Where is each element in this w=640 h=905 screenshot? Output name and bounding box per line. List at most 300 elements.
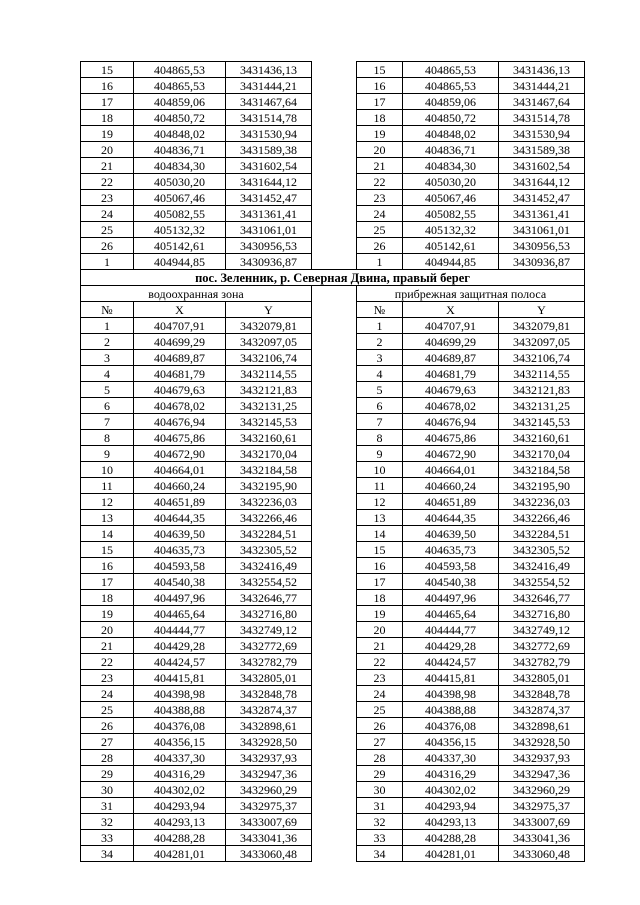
section-title: пос. Зеленник, р. Северная Двина, правый берег xyxy=(81,270,585,286)
right-coord-y: 3432782,79 xyxy=(499,654,585,670)
gap-cell xyxy=(312,414,357,430)
gap-cell xyxy=(312,110,357,126)
right-point-no: 22 xyxy=(357,654,403,670)
gap-cell xyxy=(312,286,357,302)
right-point-no: 1 xyxy=(357,254,403,270)
left-coord-y: 3432848,78 xyxy=(226,686,312,702)
left-point-no: 21 xyxy=(81,158,134,174)
left-coord-x: 404593,58 xyxy=(134,558,226,574)
right-coord-x: 404337,30 xyxy=(403,750,499,766)
right-coord-x: 404293,13 xyxy=(403,814,499,830)
right-coord-x: 404635,73 xyxy=(403,542,499,558)
table-row xyxy=(81,494,585,510)
left-coord-y: 3431530,94 xyxy=(226,126,312,142)
right-col-no: № xyxy=(357,302,403,318)
table-row xyxy=(81,334,585,350)
left-coord-x: 404644,35 xyxy=(134,510,226,526)
gap-cell xyxy=(312,206,357,222)
right-coord-y: 3432805,01 xyxy=(499,670,585,686)
left-coord-x: 404660,24 xyxy=(134,478,226,494)
left-coord-y: 3433007,69 xyxy=(226,814,312,830)
table-row xyxy=(81,142,585,158)
gap-cell xyxy=(312,702,357,718)
gap-cell xyxy=(312,734,357,750)
right-coord-x: 404398,98 xyxy=(403,686,499,702)
right-coord-x: 404676,94 xyxy=(403,414,499,430)
table-row xyxy=(81,750,585,766)
right-coord-x: 404644,35 xyxy=(403,510,499,526)
left-coord-y: 3432874,37 xyxy=(226,702,312,718)
left-coord-x: 404293,13 xyxy=(134,814,226,830)
zone-row xyxy=(81,286,585,302)
left-point-no: 30 xyxy=(81,782,134,798)
gap-cell xyxy=(312,62,357,78)
gap-cell xyxy=(312,398,357,414)
right-coord-y: 3430956,53 xyxy=(499,238,585,254)
table-row xyxy=(81,670,585,686)
left-point-no: 23 xyxy=(81,670,134,686)
left-coord-x: 404465,64 xyxy=(134,606,226,622)
right-coord-x: 404675,86 xyxy=(403,430,499,446)
right-coord-x: 404316,29 xyxy=(403,766,499,782)
right-point-no: 17 xyxy=(357,94,403,110)
gap-cell xyxy=(312,750,357,766)
right-coord-y: 3432716,80 xyxy=(499,606,585,622)
right-point-no: 26 xyxy=(357,718,403,734)
table-row xyxy=(81,478,585,494)
right-coord-y: 3432184,58 xyxy=(499,462,585,478)
gap-cell xyxy=(312,638,357,654)
table-row xyxy=(81,766,585,782)
left-point-no: 34 xyxy=(81,846,134,862)
right-coord-y: 3432416,49 xyxy=(499,558,585,574)
left-coord-y: 3432947,36 xyxy=(226,766,312,782)
gap-cell xyxy=(312,558,357,574)
right-point-no: 8 xyxy=(357,430,403,446)
table-row xyxy=(81,62,585,78)
left-coord-y: 3432937,93 xyxy=(226,750,312,766)
right-coord-y: 3432772,69 xyxy=(499,638,585,654)
right-point-no: 12 xyxy=(357,494,403,510)
right-point-no: 20 xyxy=(357,622,403,638)
right-point-no: 10 xyxy=(357,462,403,478)
left-point-no: 17 xyxy=(81,574,134,590)
right-coord-y: 3430936,87 xyxy=(499,254,585,270)
gap-cell xyxy=(312,142,357,158)
right-coord-y: 3431602,54 xyxy=(499,158,585,174)
left-coord-x: 404376,08 xyxy=(134,718,226,734)
left-coord-x: 404679,63 xyxy=(134,382,226,398)
left-coord-x: 404672,90 xyxy=(134,446,226,462)
right-coord-x: 404356,15 xyxy=(403,734,499,750)
table-row xyxy=(81,446,585,462)
right-point-no: 3 xyxy=(357,350,403,366)
gap-cell xyxy=(312,830,357,846)
right-coord-y: 3432114,55 xyxy=(499,366,585,382)
table-row xyxy=(81,174,585,190)
gap-cell xyxy=(312,542,357,558)
gap-cell xyxy=(312,190,357,206)
right-coord-y: 3431514,78 xyxy=(499,110,585,126)
left-point-no: 15 xyxy=(81,62,134,78)
right-coord-x: 404672,90 xyxy=(403,446,499,462)
right-coord-x: 404681,79 xyxy=(403,366,499,382)
left-coord-y: 3432195,90 xyxy=(226,478,312,494)
right-coord-y: 3432160,61 xyxy=(499,430,585,446)
right-coord-x: 404848,02 xyxy=(403,126,499,142)
right-coord-y: 3432305,52 xyxy=(499,542,585,558)
left-coord-x: 404281,01 xyxy=(134,846,226,862)
right-coord-y: 3431644,12 xyxy=(499,174,585,190)
left-coord-x: 405132,32 xyxy=(134,222,226,238)
right-coord-y: 3432848,78 xyxy=(499,686,585,702)
left-coord-x: 404415,81 xyxy=(134,670,226,686)
right-point-no: 21 xyxy=(357,158,403,174)
gap-cell xyxy=(312,766,357,782)
table-row xyxy=(81,462,585,478)
left-coord-y: 3431602,54 xyxy=(226,158,312,174)
gap-cell xyxy=(312,318,357,334)
left-coord-x: 405142,61 xyxy=(134,238,226,254)
left-coord-y: 3432170,04 xyxy=(226,446,312,462)
right-coord-x: 404707,91 xyxy=(403,318,499,334)
left-point-no: 25 xyxy=(81,702,134,718)
table-row xyxy=(81,94,585,110)
right-coord-x: 404376,08 xyxy=(403,718,499,734)
gap-cell xyxy=(312,574,357,590)
right-point-no: 19 xyxy=(357,126,403,142)
gap-cell xyxy=(312,78,357,94)
left-coord-x: 404836,71 xyxy=(134,142,226,158)
right-point-no: 22 xyxy=(357,174,403,190)
left-point-no: 27 xyxy=(81,734,134,750)
right-coord-x: 404424,57 xyxy=(403,654,499,670)
table-row xyxy=(81,366,585,382)
gap-cell xyxy=(312,158,357,174)
left-coord-x: 404337,30 xyxy=(134,750,226,766)
right-coord-x: 404444,77 xyxy=(403,622,499,638)
table-row xyxy=(81,702,585,718)
left-point-no: 14 xyxy=(81,526,134,542)
left-point-no: 6 xyxy=(81,398,134,414)
right-coord-y: 3432195,90 xyxy=(499,478,585,494)
right-point-no: 25 xyxy=(357,222,403,238)
right-point-no: 2 xyxy=(357,334,403,350)
right-point-no: 24 xyxy=(357,686,403,702)
table-row xyxy=(81,238,585,254)
left-point-no: 28 xyxy=(81,750,134,766)
gap-cell xyxy=(312,334,357,350)
left-point-no: 18 xyxy=(81,590,134,606)
left-coord-x: 404302,02 xyxy=(134,782,226,798)
left-coord-x: 404398,98 xyxy=(134,686,226,702)
left-coord-x: 404293,94 xyxy=(134,798,226,814)
right-coord-y: 3432749,12 xyxy=(499,622,585,638)
gap-cell xyxy=(312,478,357,494)
left-point-no: 21 xyxy=(81,638,134,654)
table-row xyxy=(81,190,585,206)
right-coord-x: 404865,53 xyxy=(403,78,499,94)
right-coord-x: 404944,85 xyxy=(403,254,499,270)
right-point-no: 23 xyxy=(357,670,403,686)
right-coord-y: 3432937,93 xyxy=(499,750,585,766)
right-point-no: 18 xyxy=(357,110,403,126)
table-row xyxy=(81,318,585,334)
left-coord-y: 3432145,53 xyxy=(226,414,312,430)
lower-rows xyxy=(81,318,585,862)
right-coord-x: 404302,02 xyxy=(403,782,499,798)
left-coord-y: 3432121,83 xyxy=(226,382,312,398)
right-coord-y: 3433060,48 xyxy=(499,846,585,862)
left-coord-x: 404865,53 xyxy=(134,78,226,94)
gap-cell xyxy=(312,670,357,686)
left-point-no: 18 xyxy=(81,110,134,126)
table-row xyxy=(81,398,585,414)
right-coord-x: 404865,53 xyxy=(403,62,499,78)
left-coord-x: 404316,29 xyxy=(134,766,226,782)
right-point-no: 4 xyxy=(357,366,403,382)
right-coord-y: 3431061,01 xyxy=(499,222,585,238)
right-point-no: 1 xyxy=(357,318,403,334)
gap-cell xyxy=(312,686,357,702)
right-coord-y: 3431589,38 xyxy=(499,142,585,158)
right-coord-y: 3432646,77 xyxy=(499,590,585,606)
left-coord-x: 404540,38 xyxy=(134,574,226,590)
left-coord-x: 405082,55 xyxy=(134,206,226,222)
left-coord-y: 3432772,69 xyxy=(226,638,312,654)
table-row xyxy=(81,830,585,846)
right-point-no: 30 xyxy=(357,782,403,798)
left-coord-y: 3433060,48 xyxy=(226,846,312,862)
left-coord-y: 3431061,01 xyxy=(226,222,312,238)
left-point-no: 8 xyxy=(81,430,134,446)
left-coord-y: 3430956,53 xyxy=(226,238,312,254)
right-point-no: 16 xyxy=(357,78,403,94)
right-coord-y: 3432106,74 xyxy=(499,350,585,366)
gap-cell xyxy=(312,814,357,830)
left-coord-y: 3433041,36 xyxy=(226,830,312,846)
right-point-no: 24 xyxy=(357,206,403,222)
left-coord-y: 3432554,52 xyxy=(226,574,312,590)
table-row xyxy=(81,718,585,734)
right-coord-y: 3432266,46 xyxy=(499,510,585,526)
left-coord-x: 404865,53 xyxy=(134,62,226,78)
left-point-no: 5 xyxy=(81,382,134,398)
left-coord-y: 3432284,51 xyxy=(226,526,312,542)
right-coord-x: 404415,81 xyxy=(403,670,499,686)
left-point-no: 32 xyxy=(81,814,134,830)
table-row xyxy=(81,590,585,606)
right-col-y: Y xyxy=(499,302,585,318)
table-row xyxy=(81,542,585,558)
left-coord-y: 3431361,41 xyxy=(226,206,312,222)
left-point-no: 19 xyxy=(81,126,134,142)
left-point-no: 33 xyxy=(81,830,134,846)
left-coord-x: 404681,79 xyxy=(134,366,226,382)
right-point-no: 20 xyxy=(357,142,403,158)
right-coord-y: 3431530,94 xyxy=(499,126,585,142)
gap-cell xyxy=(312,350,357,366)
left-point-no: 25 xyxy=(81,222,134,238)
left-point-no: 13 xyxy=(81,510,134,526)
right-point-no: 11 xyxy=(357,478,403,494)
left-point-no: 26 xyxy=(81,718,134,734)
left-point-no: 29 xyxy=(81,766,134,782)
left-coord-y: 3432106,74 xyxy=(226,350,312,366)
left-coord-y: 3432131,25 xyxy=(226,398,312,414)
right-coord-y: 3432145,53 xyxy=(499,414,585,430)
left-coord-x: 404689,87 xyxy=(134,350,226,366)
left-coord-x: 404639,50 xyxy=(134,526,226,542)
table-row xyxy=(81,414,585,430)
left-coord-y: 3432079,81 xyxy=(226,318,312,334)
right-point-no: 13 xyxy=(357,510,403,526)
right-coord-y: 3432554,52 xyxy=(499,574,585,590)
gap-cell xyxy=(312,302,357,318)
right-coord-x: 404651,89 xyxy=(403,494,499,510)
left-coord-y: 3431436,13 xyxy=(226,62,312,78)
right-coord-y: 3432960,29 xyxy=(499,782,585,798)
table-row xyxy=(81,382,585,398)
left-point-no: 2 xyxy=(81,334,134,350)
right-coord-y: 3432236,03 xyxy=(499,494,585,510)
table-row xyxy=(81,254,585,270)
right-coord-y: 3431452,47 xyxy=(499,190,585,206)
right-coord-x: 404388,88 xyxy=(403,702,499,718)
left-col-y: Y xyxy=(226,302,312,318)
gap-cell xyxy=(312,446,357,462)
right-coord-x: 404679,63 xyxy=(403,382,499,398)
right-point-no: 23 xyxy=(357,190,403,206)
right-coord-y: 3432079,81 xyxy=(499,318,585,334)
right-col-x: X xyxy=(403,302,499,318)
right-coord-y: 3432874,37 xyxy=(499,702,585,718)
left-point-no: 24 xyxy=(81,686,134,702)
gap-cell xyxy=(312,782,357,798)
table-row xyxy=(81,846,585,862)
gap-cell xyxy=(312,222,357,238)
right-point-no: 17 xyxy=(357,574,403,590)
right-coord-y: 3431467,64 xyxy=(499,94,585,110)
left-point-no: 19 xyxy=(81,606,134,622)
right-coord-x: 404660,24 xyxy=(403,478,499,494)
right-coord-x: 405067,46 xyxy=(403,190,499,206)
gap-cell xyxy=(312,510,357,526)
table-row xyxy=(81,430,585,446)
gap-cell xyxy=(312,174,357,190)
left-coord-x: 404288,28 xyxy=(134,830,226,846)
right-point-no: 27 xyxy=(357,734,403,750)
right-zone-label: прибрежная защитная полоса xyxy=(357,286,585,302)
right-coord-x: 404465,64 xyxy=(403,606,499,622)
right-point-no: 29 xyxy=(357,766,403,782)
left-coord-x: 404424,57 xyxy=(134,654,226,670)
left-coord-x: 404699,29 xyxy=(134,334,226,350)
left-coord-y: 3432716,80 xyxy=(226,606,312,622)
left-point-no: 23 xyxy=(81,190,134,206)
left-point-no: 10 xyxy=(81,462,134,478)
right-point-no: 6 xyxy=(357,398,403,414)
left-coord-y: 3432114,55 xyxy=(226,366,312,382)
left-point-no: 20 xyxy=(81,142,134,158)
right-coord-x: 404689,87 xyxy=(403,350,499,366)
upper-rows xyxy=(81,62,585,270)
left-coord-y: 3432184,58 xyxy=(226,462,312,478)
left-coord-y: 3431644,12 xyxy=(226,174,312,190)
left-coord-y: 3432416,49 xyxy=(226,558,312,574)
right-coord-x: 404834,30 xyxy=(403,158,499,174)
table-row xyxy=(81,814,585,830)
table-row xyxy=(81,622,585,638)
left-point-no: 31 xyxy=(81,798,134,814)
right-point-no: 18 xyxy=(357,590,403,606)
gap-cell xyxy=(312,846,357,862)
table-row xyxy=(81,510,585,526)
right-point-no: 9 xyxy=(357,446,403,462)
left-coord-x: 404651,89 xyxy=(134,494,226,510)
left-coord-y: 3432782,79 xyxy=(226,654,312,670)
right-point-no: 28 xyxy=(357,750,403,766)
left-zone-label: водоохранная зона xyxy=(81,286,312,302)
gap-cell xyxy=(312,126,357,142)
right-coord-y: 3431444,21 xyxy=(499,78,585,94)
table-row xyxy=(81,222,585,238)
left-coord-x: 404356,15 xyxy=(134,734,226,750)
right-point-no: 25 xyxy=(357,702,403,718)
right-coord-y: 3432284,51 xyxy=(499,526,585,542)
left-coord-y: 3432266,46 xyxy=(226,510,312,526)
table-row xyxy=(81,206,585,222)
left-coord-y: 3432898,61 xyxy=(226,718,312,734)
gap-cell xyxy=(312,238,357,254)
left-coord-y: 3432749,12 xyxy=(226,622,312,638)
table-row xyxy=(81,686,585,702)
gap-cell xyxy=(312,94,357,110)
left-coord-y: 3431467,64 xyxy=(226,94,312,110)
right-coord-x: 404540,38 xyxy=(403,574,499,590)
right-point-no: 26 xyxy=(357,238,403,254)
table-row xyxy=(81,638,585,654)
left-coord-x: 404850,72 xyxy=(134,110,226,126)
right-coord-x: 405142,61 xyxy=(403,238,499,254)
table-row xyxy=(81,158,585,174)
left-coord-x: 404707,91 xyxy=(134,318,226,334)
left-coord-x: 404848,02 xyxy=(134,126,226,142)
right-coord-y: 3432947,36 xyxy=(499,766,585,782)
left-coord-y: 3431452,47 xyxy=(226,190,312,206)
right-coord-x: 404293,94 xyxy=(403,798,499,814)
left-coord-y: 3432236,03 xyxy=(226,494,312,510)
right-coord-x: 404699,29 xyxy=(403,334,499,350)
left-point-no: 15 xyxy=(81,542,134,558)
left-coord-x: 405067,46 xyxy=(134,190,226,206)
left-coord-y: 3431589,38 xyxy=(226,142,312,158)
right-coord-x: 404639,50 xyxy=(403,526,499,542)
left-point-no: 7 xyxy=(81,414,134,430)
column-header-row xyxy=(81,302,585,318)
right-point-no: 19 xyxy=(357,606,403,622)
left-point-no: 22 xyxy=(81,654,134,670)
left-coord-x: 404497,96 xyxy=(134,590,226,606)
right-coord-x: 404678,02 xyxy=(403,398,499,414)
left-coord-y: 3431444,21 xyxy=(226,78,312,94)
left-coord-y: 3432097,05 xyxy=(226,334,312,350)
right-coord-y: 3431361,41 xyxy=(499,206,585,222)
gap-cell xyxy=(312,798,357,814)
gap-cell xyxy=(312,366,357,382)
right-coord-y: 3432131,25 xyxy=(499,398,585,414)
table-row xyxy=(81,574,585,590)
